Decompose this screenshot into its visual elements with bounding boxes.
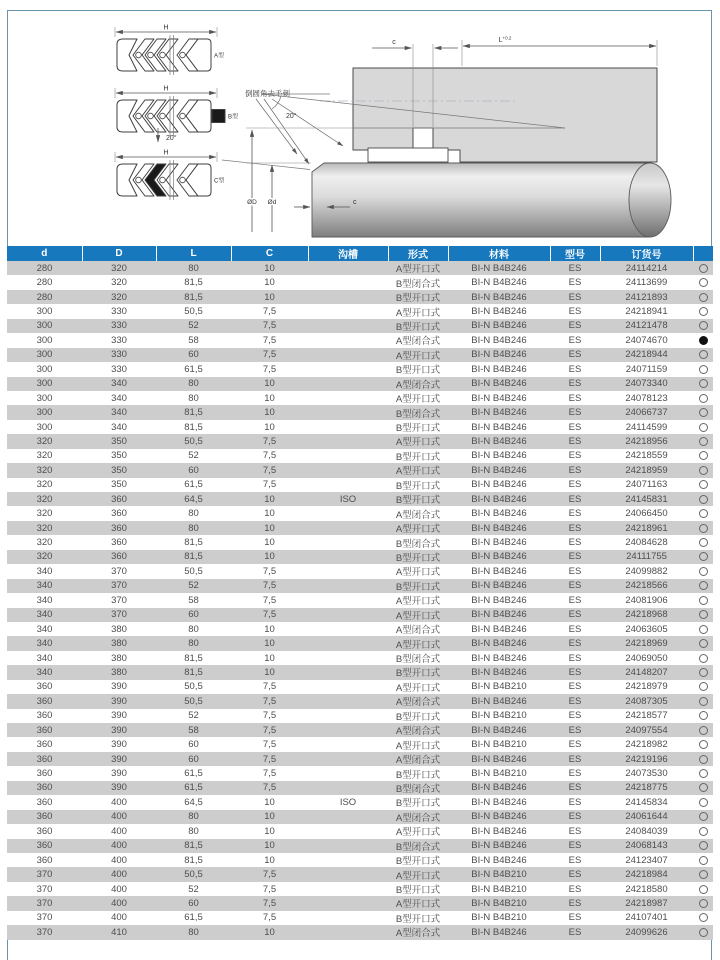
table-row: 360 400 80 10 A型闭合式 BI-N B4B246 ES 24061644 [7,810,713,824]
availability-dot [699,841,708,850]
availability-dot [699,552,708,561]
table-row: 300 330 50,5 7,5 A型开口式 BI-N B4B246 ES 24218941 [7,304,713,318]
availability-dot [699,740,708,749]
h-dimension-label: H [163,149,169,157]
table-row: 300 340 80 10 A型闭合式 BI-N B4B246 ES 24073340 [7,377,713,391]
table-row: 300 330 60 7,5 A型开口式 BI-N B4B246 ES 24218944 [7,348,713,362]
table-row: 360 400 81,5 10 B型闭合式 BI-N B4B246 ES 24068143 [7,839,713,853]
table-row: 300 340 81,5 10 B型开口式 BI-N B4B246 ES 24114599 [7,420,713,434]
availability-dot [699,394,708,403]
table-row: 280 320 81,5 10 B型闭合式 BI-N B4B246 ES 24113699 [7,275,713,289]
column-header: L [156,246,231,261]
l-dimension-label: $L^{+0.2}$ [498,35,512,44]
availability-dot [699,899,708,908]
availability-dot [699,654,708,663]
availability-dot [699,812,708,821]
table-row: 360 390 60 7,5 A型闭合式 BI-N B4B246 ES 24219196 [7,752,713,766]
availability-dot [699,827,708,836]
table-row: 320 360 81,5 10 B型开口式 BI-N B4B246 ES 24111755 [7,550,713,564]
availability-dot [699,668,708,677]
table-row: 360 390 50,5 7,5 A型闭合式 BI-N B4B246 ES 24087305 [7,694,713,708]
vpacking-stack-c [115,150,224,201]
availability-dot [699,495,708,504]
table-row: 300 330 61,5 7,5 B型开口式 BI-N B4B246 ES 24071159 [7,362,713,376]
availability-dot [699,451,708,460]
availability-dot [699,755,708,764]
table-row: 340 370 60 7,5 A型开口式 BI-N B4B246 ES 24218968 [7,608,713,622]
table-row: 340 380 80 10 A型闭合式 BI-N B4B246 ES 24063605 [7,622,713,636]
availability-dot [699,423,708,432]
table-row: 300 340 80 10 A型开口式 BI-N B4B246 ES 24078123 [7,391,713,405]
availability-dot [699,365,708,374]
table-row: 340 380 81,5 10 B型开口式 BI-N B4B246 ES 24148207 [7,665,713,679]
table-row: 280 320 81,5 10 B型开口式 BI-N B4B246 ES 24121893 [7,290,713,304]
table-body [7,261,713,940]
table-row: 370 400 52 7,5 B型开口式 BI-N B4B210 ES 24218580 [7,882,713,896]
availability-dot [699,682,708,691]
rod-end-dome [629,163,671,237]
table-row: 300 330 58 7,5 A型闭合式 BI-N B4B246 ES 24074670 [7,333,713,347]
table-header-row [7,246,713,261]
seal-retainer [368,148,448,162]
availability-dot [699,408,708,417]
chamfer-deburr-note: 倒圆角去毛刺 [245,89,290,98]
table-row: 320 350 50,5 7,5 A型开口式 BI-N B4B246 ES 24218956 [7,434,713,448]
table-row: 360 390 61,5 7,5 B型闭合式 BI-N B4B246 ES 24218775 [7,781,713,795]
table-row: 280 320 80 10 A型开口式 BI-N B4B246 ES 24114214 [7,261,713,275]
table-row: 360 400 64,5 10 ISO B型开口式 BI-N B4B246 ES 24145834 [7,795,713,809]
gland-cross-section [158,36,671,238]
stack-b-label: B型 [228,114,239,121]
column-header [693,246,713,261]
table-row: 300 340 81,5 10 B型闭合式 BI-N B4B246 ES 24066737 [7,405,713,419]
availability-dot [699,596,708,605]
availability-dot [699,885,708,894]
availability-dot [699,278,708,287]
table-row: 360 400 81,5 10 B型开口式 BI-N B4B246 ES 24123407 [7,853,713,867]
technical-drawing [0,0,720,246]
column-header: C [231,246,308,261]
table-row: 360 400 80 10 A型开口式 BI-N B4B246 ES 24084039 [7,824,713,838]
table-row: 320 360 64,5 10 ISO B型开口式 BI-N B4B246 ES 24145831 [7,492,713,506]
availability-dot [699,321,708,330]
table-row: 360 390 58 7,5 A型闭合式 BI-N B4B246 ES 24097554 [7,723,713,737]
availability-dot [699,913,708,922]
availability-dot [699,480,708,489]
availability-dot [699,437,708,446]
table-row: 360 390 50,5 7,5 A型开口式 BI-N B4B210 ES 24218979 [7,680,713,694]
column-header: 订货号 [600,246,693,261]
table-row: 360 390 52 7,5 B型开口式 BI-N B4B210 ES 24218577 [7,709,713,723]
availability-dot [699,769,708,778]
availability-dot [699,711,708,720]
table-row: 340 380 80 10 A型开口式 BI-N B4B246 ES 24218969 [7,636,713,650]
c-dimension-label: c [392,39,396,46]
availability-dot [699,466,708,475]
availability-dot [699,307,708,316]
stack-a-label: A型 [214,53,225,60]
end-ring-block [212,110,225,123]
availability-dot-filled [699,336,708,345]
h-dimension-label: H [163,85,169,93]
vpacking-stack-a [115,25,224,76]
stack-c-label: C型 [214,178,225,185]
availability-dot [699,538,708,547]
table-row: 320 360 81,5 10 B型闭合式 BI-N B4B246 ES 24084628 [7,535,713,549]
availability-dot [699,783,708,792]
column-header: 沟槽 [308,246,388,261]
availability-dot [699,610,708,619]
table-row: 300 330 52 7,5 B型开口式 BI-N B4B246 ES 24121478 [7,319,713,333]
angle-20-top-label: 20° [286,113,297,120]
table-row: 320 360 80 10 A型开口式 BI-N B4B246 ES 24218961 [7,521,713,535]
column-header: 型号 [550,246,600,261]
rod-diameter-label: Ød [267,199,277,206]
vpacking-stack-b [115,86,238,137]
availability-dot [699,509,708,518]
availability-dot [699,379,708,388]
availability-dot [699,293,708,302]
table-row: 320 350 61,5 7,5 B型开口式 BI-N B4B246 ES 24071163 [7,478,713,492]
column-header: d [7,246,82,261]
availability-dot [699,928,708,937]
table-row: 340 370 52 7,5 B型开口式 BI-N B4B246 ES 24218566 [7,579,713,593]
table-row: 320 350 60 7,5 A型开口式 BI-N B4B246 ES 24218959 [7,463,713,477]
column-header: D [82,246,156,261]
table-row: 340 380 81,5 10 B型闭合式 BI-N B4B246 ES 24069050 [7,651,713,665]
availability-dot [699,524,708,533]
table-row: 320 350 52 7,5 B型开口式 BI-N B4B246 ES 24218559 [7,449,713,463]
column-header: 形式 [388,246,448,261]
availability-dot [699,697,708,706]
availability-dot [699,639,708,648]
availability-dot [699,264,708,273]
outer-diameter-label: ØD [247,199,257,206]
table-row: 360 390 61,5 7,5 B型开口式 BI-N B4B210 ES 24073530 [7,766,713,780]
availability-dot [699,350,708,359]
column-header: 材料 [448,246,550,261]
availability-dot [699,567,708,576]
table-row: 340 370 50,5 7,5 A型开口式 BI-N B4B246 ES 24099882 [7,564,713,578]
rod [312,163,650,237]
angle-20-bottom-label: 20° [166,135,177,142]
availability-dot [699,856,708,865]
availability-dot [699,726,708,735]
table-row: 370 400 61,5 7,5 B型开口式 BI-N B4B210 ES 24107401 [7,911,713,925]
availability-dot [699,870,708,879]
availability-dot [699,798,708,807]
h-dimension-label: H [163,24,169,32]
table-row: 370 410 80 10 A型闭合式 BI-N B4B246 ES 24099626 [7,925,713,939]
seal-size-table [7,246,713,940]
table-row: 370 400 50,5 7,5 A型开口式 BI-N B4B210 ES 24218984 [7,867,713,881]
rod-chamfer-c-label: c [353,199,357,206]
availability-dot [699,581,708,590]
table-row: 340 370 58 7,5 A型开口式 BI-N B4B246 ES 24081906 [7,593,713,607]
table-row: 360 390 60 7,5 A型开口式 BI-N B4B210 ES 24218982 [7,737,713,751]
availability-dot [699,625,708,634]
table-row: 320 360 80 10 A型闭合式 BI-N B4B246 ES 24066450 [7,506,713,520]
table-row: 370 400 60 7,5 A型开口式 BI-N B4B210 ES 24218987 [7,896,713,910]
